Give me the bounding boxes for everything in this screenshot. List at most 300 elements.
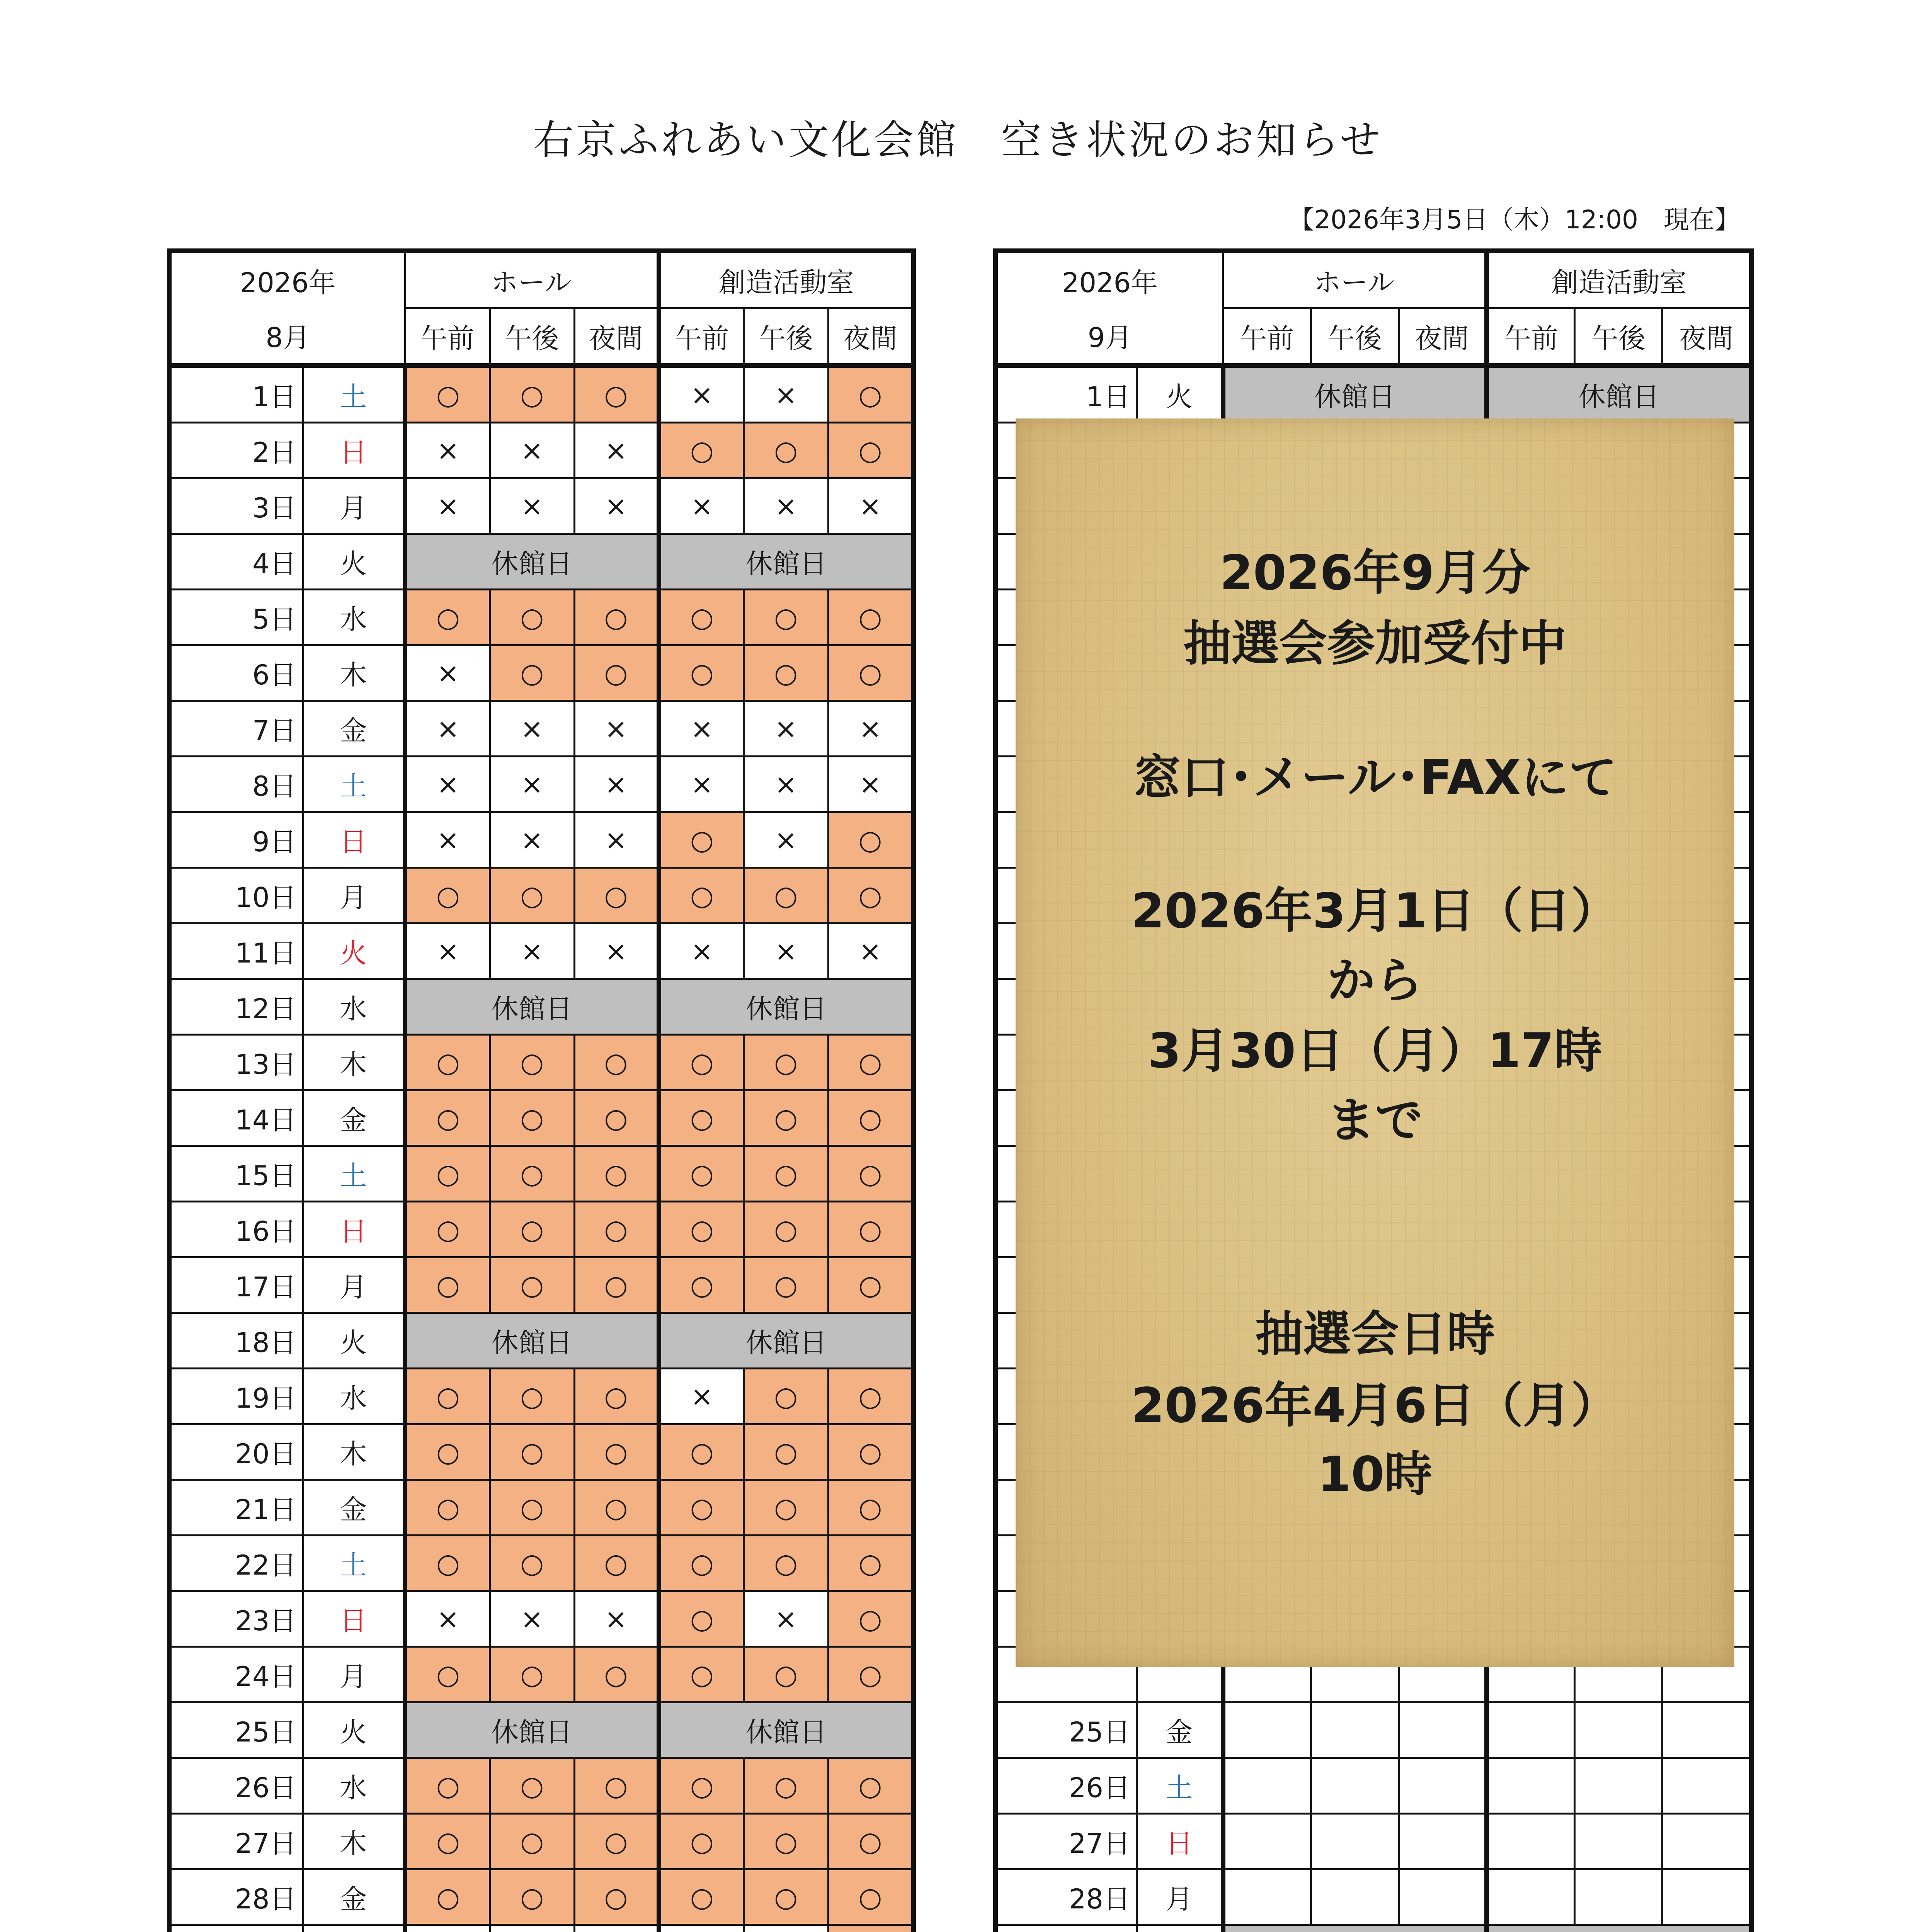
studio-closed-cell: 休館日 — [659, 979, 914, 1035]
availability-cell: ○ — [828, 1369, 914, 1424]
availability-cell — [1399, 1702, 1486, 1758]
notice-draw-time: 10時 — [1317, 1447, 1433, 1502]
availability-cell: ○ — [405, 1424, 490, 1480]
date-cell: 18日 — [169, 1313, 303, 1369]
availability-cell: ○ — [574, 1369, 659, 1424]
date-cell: 25日 — [995, 1702, 1137, 1758]
table-row — [169, 1536, 914, 1591]
availability-cell — [1311, 1814, 1399, 1869]
date-cell: 3日 — [169, 478, 303, 534]
availability-cell: ○ — [744, 1035, 828, 1090]
availability-cell: ○ — [828, 1090, 914, 1146]
availability-cell: ○ — [659, 1146, 744, 1202]
availability-cell: ○ — [574, 1869, 659, 1925]
weekday-cell: 土 — [303, 757, 405, 812]
weekday-cell: 木 — [303, 1424, 405, 1480]
availability-cell: × — [490, 923, 574, 979]
availability-cell: ○ — [744, 645, 828, 701]
studio-afternoon-header: 午後 — [1574, 308, 1662, 366]
availability-cell: ○ — [744, 423, 828, 478]
availability-cell: × — [659, 1369, 744, 1424]
availability-cell: ○ — [744, 1424, 828, 1480]
availability-cell: ○ — [744, 1480, 828, 1536]
weekday-cell — [303, 1925, 405, 1932]
availability-cell — [1662, 1814, 1751, 1869]
weekday-cell: 日 — [1137, 1814, 1223, 1869]
table-row — [169, 1647, 914, 1702]
studio-afternoon-header: 午後 — [744, 308, 828, 366]
table-row — [169, 868, 914, 923]
hall-afternoon-header: 午後 — [490, 308, 574, 366]
date-cell: 28日 — [995, 1869, 1137, 1925]
date-cell: 14日 — [169, 1090, 303, 1146]
notice-end-date: 3月30日（月）17時 — [1148, 1023, 1602, 1079]
notice-start-date: 2026年3月1日（日） — [1131, 883, 1619, 939]
availability-cell: × — [574, 757, 659, 812]
availability-cell: ○ — [744, 1758, 828, 1814]
availability-cell: × — [744, 812, 828, 868]
availability-cell: ○ — [828, 1424, 914, 1480]
availability-cell: ○ — [405, 1814, 490, 1869]
availability-cell: ○ — [405, 1090, 490, 1146]
availability-cell: × — [490, 757, 574, 812]
availability-cell — [1223, 1758, 1311, 1814]
date-cell: 23日 — [169, 1591, 303, 1647]
table-year: 2026年 — [995, 251, 1223, 308]
availability-cell: ○ — [659, 812, 744, 868]
studio-morning-header: 午前 — [659, 308, 744, 366]
weekday-cell — [1137, 1925, 1223, 1932]
availability-cell: ○ — [828, 1202, 914, 1257]
table-month: 9月 — [995, 308, 1223, 366]
notice-until: まで — [1327, 1093, 1423, 1148]
weekday-cell: 火 — [303, 534, 405, 590]
availability-cell — [1223, 1814, 1311, 1869]
weekday-cell: 金 — [303, 1090, 405, 1146]
availability-cell: × — [574, 1591, 659, 1647]
table-row — [169, 1090, 914, 1146]
weekday-cell: 土 — [303, 366, 405, 423]
notice-status: 抽選会参加受付中 — [1183, 616, 1567, 672]
availability-cell — [1311, 1758, 1399, 1814]
availability-cell: ○ — [828, 1591, 914, 1647]
availability-cell: ○ — [405, 1480, 490, 1536]
weekday-cell: 火 — [303, 923, 405, 979]
availability-cell: × — [405, 645, 490, 701]
availability-cell — [1223, 1702, 1311, 1758]
availability-cell: × — [574, 701, 659, 757]
availability-cell: × — [574, 923, 659, 979]
as-of-timestamp: 【2026年3月5日（木）12:00 現在】 — [1288, 205, 1740, 235]
table-row — [169, 1257, 914, 1313]
availability-cell: ○ — [659, 1869, 744, 1925]
weekday-cell: 水 — [303, 979, 405, 1035]
table-row — [169, 478, 914, 534]
availability-cell: ○ — [744, 1146, 828, 1202]
availability-cell — [490, 1925, 574, 1932]
availability-cell: × — [828, 923, 914, 979]
date-cell: 15日 — [169, 1146, 303, 1202]
hall-morning-header: 午前 — [1223, 308, 1311, 366]
availability-cell: ○ — [574, 1257, 659, 1313]
availability-cell: ○ — [490, 1424, 574, 1480]
availability-cell: ○ — [659, 1090, 744, 1146]
weekday-cell: 水 — [303, 1758, 405, 1814]
availability-cell — [1399, 1814, 1486, 1869]
availability-cell: ○ — [828, 1480, 914, 1536]
date-cell: 8日 — [169, 757, 303, 812]
availability-cell: ○ — [490, 1035, 574, 1090]
availability-cell: ○ — [828, 1257, 914, 1313]
date-cell: 9日 — [169, 812, 303, 868]
hall-closed-cell — [1223, 1925, 1487, 1932]
august-availability-table — [167, 248, 916, 1932]
availability-cell: × — [744, 478, 828, 534]
availability-cell: × — [744, 701, 828, 757]
availability-cell: ○ — [828, 645, 914, 701]
hall-closed-cell: 休館日 — [1223, 366, 1487, 423]
table-row — [995, 1925, 1751, 1932]
availability-cell: ○ — [574, 645, 659, 701]
date-cell: 5日 — [169, 590, 303, 645]
table-row — [169, 1313, 914, 1369]
availability-cell: × — [659, 923, 744, 979]
notice-draw-heading: 抽選会日時 — [1255, 1306, 1495, 1362]
availability-cell: ○ — [490, 1090, 574, 1146]
availability-cell: ○ — [490, 1814, 574, 1869]
hall-closed-cell: 休館日 — [405, 1313, 659, 1369]
studio-night-header: 夜間 — [828, 308, 914, 366]
availability-cell: ○ — [828, 1536, 914, 1591]
table-row — [995, 1869, 1751, 1925]
hall-closed-cell: 休館日 — [405, 979, 659, 1035]
availability-cell: × — [405, 757, 490, 812]
availability-cell: ○ — [659, 590, 744, 645]
availability-cell: ○ — [744, 868, 828, 923]
availability-cell: × — [574, 478, 659, 534]
availability-cell: ○ — [574, 1424, 659, 1480]
weekday-cell: 月 — [303, 478, 405, 534]
availability-cell: ○ — [490, 645, 574, 701]
table-row — [169, 590, 914, 645]
table-row — [169, 1591, 914, 1647]
date-cell: 25日 — [169, 1702, 303, 1758]
date-cell: 19日 — [169, 1369, 303, 1424]
table-row — [169, 757, 914, 812]
availability-cell: ○ — [405, 590, 490, 645]
date-cell: 16日 — [169, 1202, 303, 1257]
weekday-cell: 木 — [303, 1035, 405, 1090]
table-row — [169, 1758, 914, 1814]
availability-cell — [1311, 1702, 1399, 1758]
availability-cell: ○ — [490, 1257, 574, 1313]
availability-cell: ○ — [744, 1369, 828, 1424]
availability-cell: ○ — [574, 1480, 659, 1536]
availability-cell — [1311, 1869, 1399, 1925]
date-cell: 24日 — [169, 1647, 303, 1702]
availability-cell: ○ — [828, 423, 914, 478]
availability-cell — [1399, 1869, 1486, 1925]
table-row — [169, 923, 914, 979]
availability-cell: ○ — [828, 1146, 914, 1202]
availability-cell: ○ — [828, 812, 914, 868]
table-row — [169, 701, 914, 757]
availability-cell — [1487, 1758, 1574, 1814]
hall-night-header: 夜間 — [574, 308, 659, 366]
weekday-cell: 火 — [303, 1313, 405, 1369]
weekday-cell: 金 — [303, 701, 405, 757]
availability-cell: ○ — [744, 1090, 828, 1146]
date-cell: 26日 — [995, 1758, 1137, 1814]
availability-cell: × — [405, 1591, 490, 1647]
availability-cell: ○ — [659, 1647, 744, 1702]
date-cell: 11日 — [169, 923, 303, 979]
availability-cell: ○ — [659, 1202, 744, 1257]
availability-cell: ○ — [405, 1869, 490, 1925]
availability-cell — [1223, 1869, 1311, 1925]
availability-cell: ○ — [744, 1257, 828, 1313]
studio-morning-header: 午前 — [1487, 308, 1574, 366]
table-row — [169, 645, 914, 701]
table-row — [169, 1146, 914, 1202]
availability-cell: ○ — [828, 1758, 914, 1814]
availability-cell: × — [490, 701, 574, 757]
studio-header: 創造活動室 — [659, 251, 914, 308]
availability-cell — [1487, 1702, 1574, 1758]
date-cell: 10日 — [169, 868, 303, 923]
table-row — [169, 1702, 914, 1758]
availability-cell: ○ — [490, 1146, 574, 1202]
availability-cell: × — [574, 812, 659, 868]
availability-cell: ○ — [659, 1758, 744, 1814]
availability-cell: ○ — [828, 366, 914, 423]
availability-cell: × — [490, 812, 574, 868]
availability-cell: ○ — [659, 1424, 744, 1480]
weekday-cell: 木 — [303, 645, 405, 701]
date-cell: 1日 — [169, 366, 303, 423]
table-row — [995, 1758, 1751, 1814]
availability-cell: ○ — [405, 1202, 490, 1257]
availability-cell: ○ — [574, 1758, 659, 1814]
hall-morning-header: 午前 — [405, 308, 490, 366]
availability-cell: × — [828, 478, 914, 534]
table-month: 8月 — [169, 308, 405, 366]
date-cell — [169, 1925, 303, 1932]
weekday-cell: 木 — [303, 1814, 405, 1869]
availability-cell: ○ — [405, 1536, 490, 1591]
studio-closed-cell: 休館日 — [1487, 366, 1751, 423]
availability-cell — [659, 1925, 744, 1932]
studio-night-header: 夜間 — [1662, 308, 1751, 366]
availability-cell — [1574, 1702, 1662, 1758]
availability-cell: ○ — [490, 1869, 574, 1925]
notice-channels: 窓口･メール･FAXにて — [1133, 750, 1617, 806]
availability-cell: × — [828, 757, 914, 812]
availability-cell: ○ — [659, 1536, 744, 1591]
availability-cell — [828, 1925, 914, 1932]
availability-cell — [574, 1925, 659, 1932]
availability-cell: ○ — [659, 1591, 744, 1647]
availability-cell: × — [574, 423, 659, 478]
availability-cell: × — [659, 366, 744, 423]
availability-cell: ○ — [490, 868, 574, 923]
availability-cell: × — [490, 423, 574, 478]
availability-cell: × — [405, 701, 490, 757]
availability-cell: ○ — [659, 1257, 744, 1313]
availability-cell: × — [659, 701, 744, 757]
table-row — [169, 1035, 914, 1090]
availability-cell: ○ — [574, 1090, 659, 1146]
availability-cell: ○ — [490, 1758, 574, 1814]
table-row — [169, 1202, 914, 1257]
table-row — [169, 423, 914, 478]
availability-cell: ○ — [828, 868, 914, 923]
weekday-cell: 火 — [303, 1702, 405, 1758]
weekday-cell: 日 — [303, 812, 405, 868]
table-row — [169, 1925, 914, 1932]
availability-cell: ○ — [405, 1647, 490, 1702]
availability-cell: ○ — [405, 1146, 490, 1202]
hall-header: ホール — [405, 251, 659, 308]
availability-cell: ○ — [574, 1202, 659, 1257]
availability-cell: ○ — [405, 1369, 490, 1424]
availability-cell — [1662, 1702, 1751, 1758]
availability-cell: ○ — [659, 868, 744, 923]
hall-afternoon-header: 午後 — [1311, 308, 1399, 366]
availability-cell: ○ — [574, 1035, 659, 1090]
date-cell: 27日 — [169, 1814, 303, 1869]
availability-cell: ○ — [574, 1536, 659, 1591]
availability-cell: × — [405, 423, 490, 478]
availability-cell: × — [744, 1591, 828, 1647]
availability-cell: ○ — [744, 1202, 828, 1257]
availability-cell — [1487, 1814, 1574, 1869]
availability-cell: ○ — [405, 1758, 490, 1814]
availability-cell: ○ — [574, 1146, 659, 1202]
table-row — [995, 1702, 1751, 1758]
studio-closed-cell: 休館日 — [659, 534, 914, 590]
table-row — [169, 1369, 914, 1424]
date-cell: 27日 — [995, 1814, 1137, 1869]
table-year: 2026年 — [169, 251, 405, 308]
availability-cell: ○ — [744, 1536, 828, 1591]
availability-cell: × — [744, 757, 828, 812]
weekday-cell: 月 — [303, 868, 405, 923]
availability-cell — [744, 1925, 828, 1932]
table-row — [169, 979, 914, 1035]
studio-closed-cell: 休館日 — [659, 1313, 914, 1369]
date-cell: 4日 — [169, 534, 303, 590]
weekday-cell: 金 — [1137, 1702, 1223, 1758]
lottery-notice-panel — [1016, 418, 1734, 1667]
availability-cell: × — [405, 478, 490, 534]
notice-month: 2026年9月分 — [1220, 545, 1530, 601]
weekday-cell: 月 — [1137, 1869, 1223, 1925]
table-row — [169, 1424, 914, 1480]
availability-cell: ○ — [828, 1647, 914, 1702]
availability-cell: ○ — [659, 423, 744, 478]
weekday-cell: 金 — [303, 1869, 405, 1925]
date-cell: 13日 — [169, 1035, 303, 1090]
availability-cell: × — [659, 757, 744, 812]
notice-from: から — [1327, 953, 1423, 1009]
page-title: 右京ふれあい文化会館 空き状況のお知らせ — [533, 116, 1383, 163]
availability-cell — [1574, 1869, 1662, 1925]
table-row — [169, 534, 914, 590]
availability-cell: × — [659, 478, 744, 534]
hall-closed-cell: 休館日 — [405, 534, 659, 590]
weekday-cell: 金 — [303, 1480, 405, 1536]
availability-cell: ○ — [828, 1869, 914, 1925]
availability-cell: ○ — [574, 366, 659, 423]
availability-cell: ○ — [659, 1814, 744, 1869]
availability-cell: ○ — [828, 1035, 914, 1090]
weekday-cell: 土 — [1137, 1758, 1223, 1814]
availability-cell: ○ — [490, 366, 574, 423]
availability-cell: ○ — [744, 1814, 828, 1869]
availability-cell — [1662, 1758, 1751, 1814]
availability-cell: ○ — [574, 868, 659, 923]
availability-cell: ○ — [744, 1869, 828, 1925]
table-row — [169, 1869, 914, 1925]
availability-cell: ○ — [490, 1647, 574, 1702]
hall-header: ホール — [1223, 251, 1487, 308]
studio-closed-cell: 休館日 — [659, 1702, 914, 1758]
availability-cell: × — [744, 366, 828, 423]
date-cell: 7日 — [169, 701, 303, 757]
table-row — [995, 366, 1751, 423]
weekday-cell: 土 — [303, 1146, 405, 1202]
availability-cell — [1574, 1758, 1662, 1814]
availability-cell: ○ — [828, 590, 914, 645]
availability-cell: ○ — [744, 590, 828, 645]
availability-cell: ○ — [490, 590, 574, 645]
availability-cell: ○ — [490, 1536, 574, 1591]
weekday-cell: 土 — [303, 1536, 405, 1591]
availability-cell: ○ — [659, 645, 744, 701]
date-cell: 12日 — [169, 979, 303, 1035]
availability-cell: ○ — [574, 590, 659, 645]
availability-cell: ○ — [574, 1814, 659, 1869]
availability-cell: ○ — [405, 366, 490, 423]
availability-cell: ○ — [659, 1480, 744, 1536]
studio-closed-cell — [1487, 1925, 1751, 1932]
availability-cell: ○ — [574, 1647, 659, 1702]
table-row — [169, 812, 914, 868]
availability-cell: ○ — [405, 1035, 490, 1090]
weekday-cell: 水 — [303, 1369, 405, 1424]
weekday-cell: 日 — [303, 423, 405, 478]
availability-cell: ○ — [490, 1480, 574, 1536]
availability-cell — [1574, 1814, 1662, 1869]
table-row — [169, 1480, 914, 1536]
date-cell: 28日 — [169, 1869, 303, 1925]
date-cell: 6日 — [169, 645, 303, 701]
table-row — [169, 366, 914, 423]
table-row — [995, 1814, 1751, 1869]
weekday-cell: 日 — [303, 1591, 405, 1647]
availability-cell — [405, 1925, 490, 1932]
availability-cell — [1487, 1869, 1574, 1925]
availability-cell: ○ — [490, 1202, 574, 1257]
date-cell: 21日 — [169, 1480, 303, 1536]
availability-cell: × — [490, 478, 574, 534]
availability-cell: × — [744, 923, 828, 979]
availability-cell: ○ — [490, 1369, 574, 1424]
hall-closed-cell: 休館日 — [405, 1702, 659, 1758]
availability-cell: × — [490, 1591, 574, 1647]
date-cell: 17日 — [169, 1257, 303, 1313]
